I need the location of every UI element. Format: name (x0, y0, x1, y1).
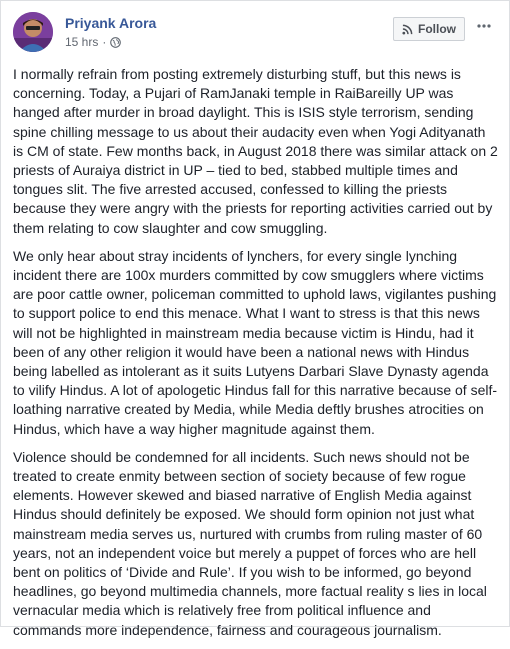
author-name[interactable]: Priyank Arora (65, 15, 157, 31)
avatar-image (13, 12, 53, 52)
follow-label: Follow (418, 22, 456, 36)
globe-icon[interactable] (110, 37, 121, 48)
ellipsis-glyph (477, 24, 491, 28)
meta-separator: · (102, 35, 107, 49)
post-header (13, 11, 499, 55)
post-paragraph-3: Violence should be condemned for all incidents. Such news should not be treated to create enmity between section of society because of few rogue elements. However skewed and biased narrative of English Media against Hindus should definitely be exposed. We should form opinion not just what mainstream media serves us, nurtured with crumbs from ruling master of 60 years, not an independent voice but merely a puppet of forces who are hell bent on politics of ‘Divide and Rule’. If you wish to be informed, go beyond headlines, go beyond multimedia channels, more factual reality s lies in local vernacular media which is relatively free from political influence and commands more independence, fairness and courageous journalism. (13, 448, 487, 638)
rss-icon (402, 24, 413, 35)
more-options-icon[interactable] (475, 17, 493, 35)
avatar[interactable] (13, 12, 53, 52)
post-body (13, 65, 499, 649)
post-meta (65, 35, 121, 49)
post-timestamp[interactable]: 15 hrs (65, 35, 99, 49)
post-paragraph-2: We only hear about stray incidents of lynchers, for every single lynching incident there are 100x murders committed by cow smugglers where victims are poor cattle owner, policeman committed to uphold laws, vigilantes pushing to support police to end this menace. What I want to stress is that this news will not be highlighted in mainstream media because victim is Hindu, had it been of any other religion it would have been a national news with Hindus being labelled as intolerant as it suits Lutyens Darbari Slave Dynasty agenda to vilify Hindus. A lot of apologetic Hindus fall for this narrative because of self-loathing narrative created by Media, while Media deftly brushes atrocities on Hindus, which have a way higher magnitude against them. (13, 247, 498, 437)
follow-button[interactable] (393, 17, 465, 41)
post-paragraph-1: I normally refrain from posting extremely disturbing stuff, but this news is concerning. Today, a Pujari of RamJanaki temple in RaiBareilly UP was hanged after murder in broad daylight. This is ISIS style terrorism, sending spine chilling message to us about their audacity even when Yogi Adityanath is CM of state. Few months back, in August 2018 there was similar attack on 2 priests of Auraiya district in UP – tied to bed, stabbed multiple times and tongues slit. The five arrested accused, confessed to killing the priests because they were angry with the priests for reporting activities carried out by them relating to cow slaughter and cow smuggling. (13, 66, 498, 236)
